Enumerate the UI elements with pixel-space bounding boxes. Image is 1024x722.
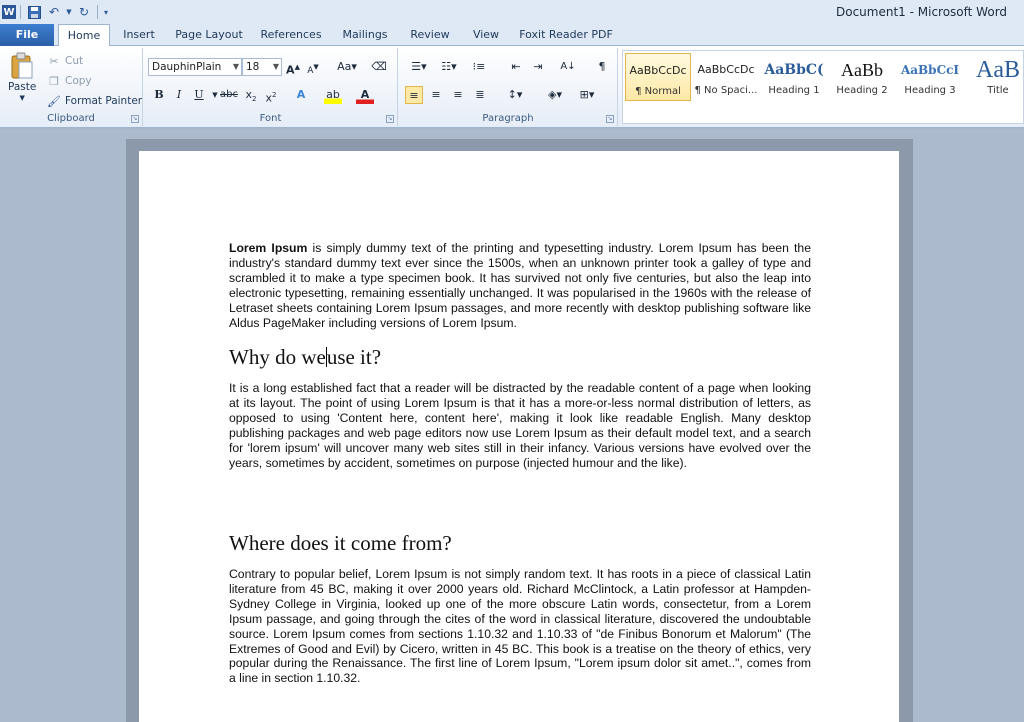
font-group [144,48,398,126]
dropdown-arrow-icon: ▼ [19,94,25,102]
paragraph-group-label: Paragraph [482,113,534,124]
style-heading-2[interactable] [829,53,895,101]
style-name: ¶ Normal [635,86,681,97]
dropdown-arrow-icon: ▼ [272,62,279,71]
align-right-icon[interactable]: ≡ [453,88,463,101]
show-hide-paragraph-icon[interactable]: ¶ [598,60,606,73]
dropdown-arrow-icon[interactable]: ▼ [66,8,72,16]
tab-mailings[interactable]: Mailings [342,28,388,41]
align-center-icon[interactable]: ≡ [431,88,441,101]
style-sample: AaBbCcI [900,63,960,77]
sort-icon[interactable]: A↓ [560,61,576,72]
text-effects-icon[interactable]: A [296,88,306,101]
paragraph-3[interactable]: Contrary to popular belief, Lorem Ipsum is not simply random text. It has roots in a piece of classical Latin literature from 45 BC, making it over 2000 years old. Richard McClintock, a Latin professor at Hampden-Sydney College in Virginia, looked up one of the more obscure Latin words, consectetur, from a Lorem Ipsum passage, and going through the cites of the word in classical literature, discovered the undoubtable source. Lorem Ipsum comes from sections 1.10.32 and 1.10.33 of "de Finibus Bonorum et Malorum" (The Extremes of Good and Evil) by Cicero, written in 45 BC. This book is a treatise on the theory of ethics, very popular during the Renaissance. The first line of Lorem Ipsum, "Lorem ipsum dolor sit amet..", comes from a line in section 1.10.32. [229,567,811,686]
ribbon [0,46,1024,128]
paragraph-group [399,48,618,126]
styles-gallery [622,50,1024,124]
paste-button[interactable] [8,52,36,102]
multilevel-list-icon[interactable]: ⁝≡ [472,60,486,73]
line-spacing-icon[interactable]: ↕▾ [507,88,523,101]
save-icon[interactable] [25,3,43,21]
tab-review[interactable]: Review [410,28,450,41]
dialog-launcher-icon[interactable]: ↘ [132,115,138,122]
style-name: Heading 3 [904,85,956,96]
clipboard-group [0,48,143,126]
underline-icon[interactable]: U [194,88,204,101]
justify-icon[interactable]: ≣ [475,88,485,101]
heading-why[interactable] [229,345,381,370]
dialog-launcher-icon[interactable]: ↘ [387,115,393,122]
divider [97,5,98,19]
heading-why-text-a: Why do we [229,345,326,369]
style-sample: AaBbCcDc [629,64,687,77]
increase-indent-icon[interactable]: ⇥ [533,60,543,73]
superscript-icon[interactable]: $x^2$ [265,91,277,105]
divider [20,5,21,19]
font-name-value: DauphinPlain [152,61,222,73]
quick-access-toolbar [0,0,110,24]
style-normal[interactable] [625,53,691,101]
strikethrough-icon[interactable]: abc [220,89,238,100]
tab-file[interactable]: File [0,24,54,46]
highlight-icon[interactable]: ab [324,86,342,104]
copy-button[interactable] [46,73,92,89]
customize-icon[interactable]: ▾ [103,7,108,17]
ribbon-tabs [0,24,1024,46]
tab-page-layout[interactable]: Page Layout [175,28,243,41]
paragraph-1[interactable] [229,241,811,330]
font-size-dropdown[interactable] [242,58,282,76]
clipboard-group-label: Clipboard [47,113,95,124]
window-title: Document1 - Microsoft Word [836,5,1008,19]
paintbrush-icon: 🖌 [47,94,61,108]
grow-font-icon[interactable]: A▲ [286,63,300,77]
redo-icon[interactable]: ↻ [78,5,90,19]
font-size-value: 18 [246,61,260,73]
tab-insert[interactable]: Insert [123,28,155,41]
copy-icon: ❐ [49,74,59,88]
style-no-spacing[interactable] [693,53,759,101]
heading-why-text-b: use it? [326,345,382,369]
dropdown-arrow-icon[interactable]: ▼ [212,91,218,99]
subscript-icon[interactable]: $x_2$ [245,88,257,104]
style-heading-3[interactable] [897,53,963,101]
heading-where[interactable]: Where does it come from? [229,531,452,555]
tab-home[interactable]: Home [58,24,110,47]
cut-button[interactable] [46,53,83,69]
style-name: Heading 1 [768,85,820,96]
font-color-icon[interactable]: A [356,86,374,104]
scissors-icon: ✂ [49,54,59,68]
style-name: ¶ No Spaci... [694,85,758,96]
shrink-font-icon[interactable]: A▼ [307,63,319,76]
paragraph-1-text: is simply dummy text of the printing and typesetting industry. Lorem Ipsum has been the industry's standard dummy text ever since the 1500s, when an unknown printer took a galley of type and scrambled it to make a type specimen book. It has survived not only five centuries, but also the leap into electronic typesetting, remaining essentially unchanged. It was popularised in the 1960s with the release of Letraset sheets containing Lorem Ipsum passages, and more recently with desktop publishing software like Aldus PageMaker including versions of Lorem Ipsum. [229,241,811,330]
decrease-indent-icon[interactable]: ⇤ [511,60,521,73]
dialog-launcher-icon[interactable]: ↘ [607,115,613,122]
italic-icon[interactable]: I [176,88,182,101]
bold-run: Lorem Ipsum [229,241,308,255]
style-sample: AaBbC( [764,62,824,78]
tab-foxit-reader-pdf[interactable]: Foxit Reader PDF [519,28,613,41]
paragraph-2[interactable]: It is a long established fact that a reader will be distracted by the readable content of a page when looking at its layout. The point of using Lorem Ipsum is that it has a more-or-less normal distribution of letters, as opposed to using 'Content here, content here', making it look like readable English. Many desktop publishing packages and web page editors now use Lorem Ipsum as their default model text, and a search for 'lorem ipsum' will uncover many web sites still in their infancy. Various versions have evolved over the years, sometimes by accident, sometimes on purpose (injected humour and the like). [229,381,811,470]
align-left-icon[interactable]: ≡ [405,86,423,104]
shading-icon[interactable]: ◈▾ [548,88,562,101]
bullets-icon[interactable]: ☰▾ [411,60,427,73]
title-bar [0,0,1024,24]
paste-icon [10,52,34,80]
font-name-dropdown[interactable] [148,58,242,76]
bold-icon[interactable]: B [154,88,164,101]
style-heading-1[interactable] [761,53,827,101]
style-sample: AaB [976,57,1020,83]
format-painter-label: Format Painter [65,95,143,107]
paste-label: Paste [8,81,37,93]
tab-view[interactable]: View [472,28,500,41]
document-page[interactable] [139,151,899,722]
style-name: Heading 2 [836,85,888,96]
font-group-label: Font [259,113,282,124]
style-title[interactable] [965,53,1024,101]
style-sample: AaBbCcDc [697,63,755,76]
cut-label: Cut [65,55,84,67]
style-sample: AaBb [841,60,883,80]
clear-formatting-icon[interactable]: ⌫ [371,60,387,73]
change-case-icon[interactable]: Aa▾ [337,60,357,73]
tab-references[interactable]: References [260,28,322,41]
undo-icon[interactable]: ↶ [48,5,60,19]
word-app-icon[interactable]: W [3,6,15,18]
format-painter-button[interactable] [46,93,142,109]
copy-label: Copy [65,75,92,87]
borders-icon[interactable]: ⊞▾ [579,88,595,101]
numbering-icon[interactable]: ☷▾ [441,60,457,73]
dropdown-arrow-icon: ▼ [232,62,239,71]
style-name: Title [987,85,1009,96]
